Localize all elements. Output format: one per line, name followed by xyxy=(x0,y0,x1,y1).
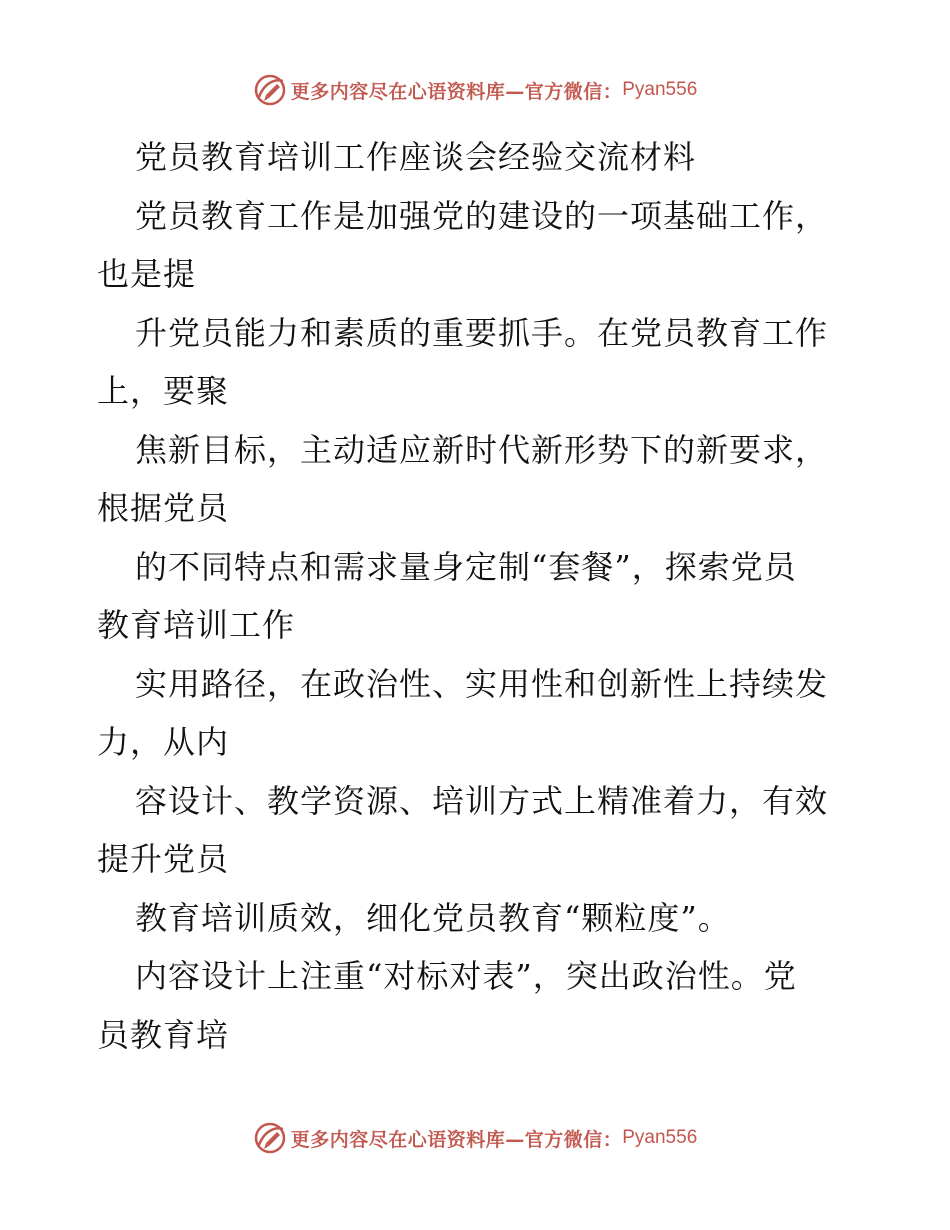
text-line: 员教育培 xyxy=(97,1015,230,1054)
text-line: 上，要聚 xyxy=(97,372,230,410)
footer-banner-text: 更多内容尽在心语资料库—官方微信： xyxy=(290,1128,623,1151)
text-line: 也是提 xyxy=(97,255,197,293)
header-banner-text: 更多内容尽在心语资料库—官方微信： xyxy=(290,80,623,103)
footer-banner-handle: Pyan556 xyxy=(622,1127,698,1148)
text-line: 容设计、教学资源、培训方式上精准着力，有效 xyxy=(135,781,829,820)
text-line: 升党员能力和素质的重要抓手。在党员教育工作 xyxy=(135,313,829,352)
text-line: 教育培训质效，细化党员教育“颗粒度”。 xyxy=(135,898,731,937)
text-line: 党员教育培训工作座谈会经验交流材料 xyxy=(135,138,697,176)
text-line: 的不同特点和需求量身定制“套餐”，探索党员 xyxy=(135,547,797,586)
pen-logo-icon xyxy=(253,1121,287,1155)
text-line: 内容设计上注重“对标对表”，突出政治性。党 xyxy=(135,957,797,995)
pen-logo-icon xyxy=(253,73,287,107)
header-banner xyxy=(0,70,950,110)
text-line: 提升党员 xyxy=(97,840,230,878)
text-line: 焦新目标，主动适应新时代新形势下的新要求， xyxy=(135,430,829,469)
header-banner-handle: Pyan556 xyxy=(622,79,698,100)
text-line: 根据党员 xyxy=(97,489,230,527)
text-line: 实用路径，在政治性、实用性和创新性上持续发 xyxy=(135,664,829,703)
text-line: 教育培训工作 xyxy=(97,606,296,644)
footer-banner xyxy=(0,1118,950,1158)
text-line: 力，从内 xyxy=(97,723,230,761)
text-line: 党员教育工作是加强党的建设的一项基础工作， xyxy=(135,196,829,235)
document-body xyxy=(97,128,857,1064)
